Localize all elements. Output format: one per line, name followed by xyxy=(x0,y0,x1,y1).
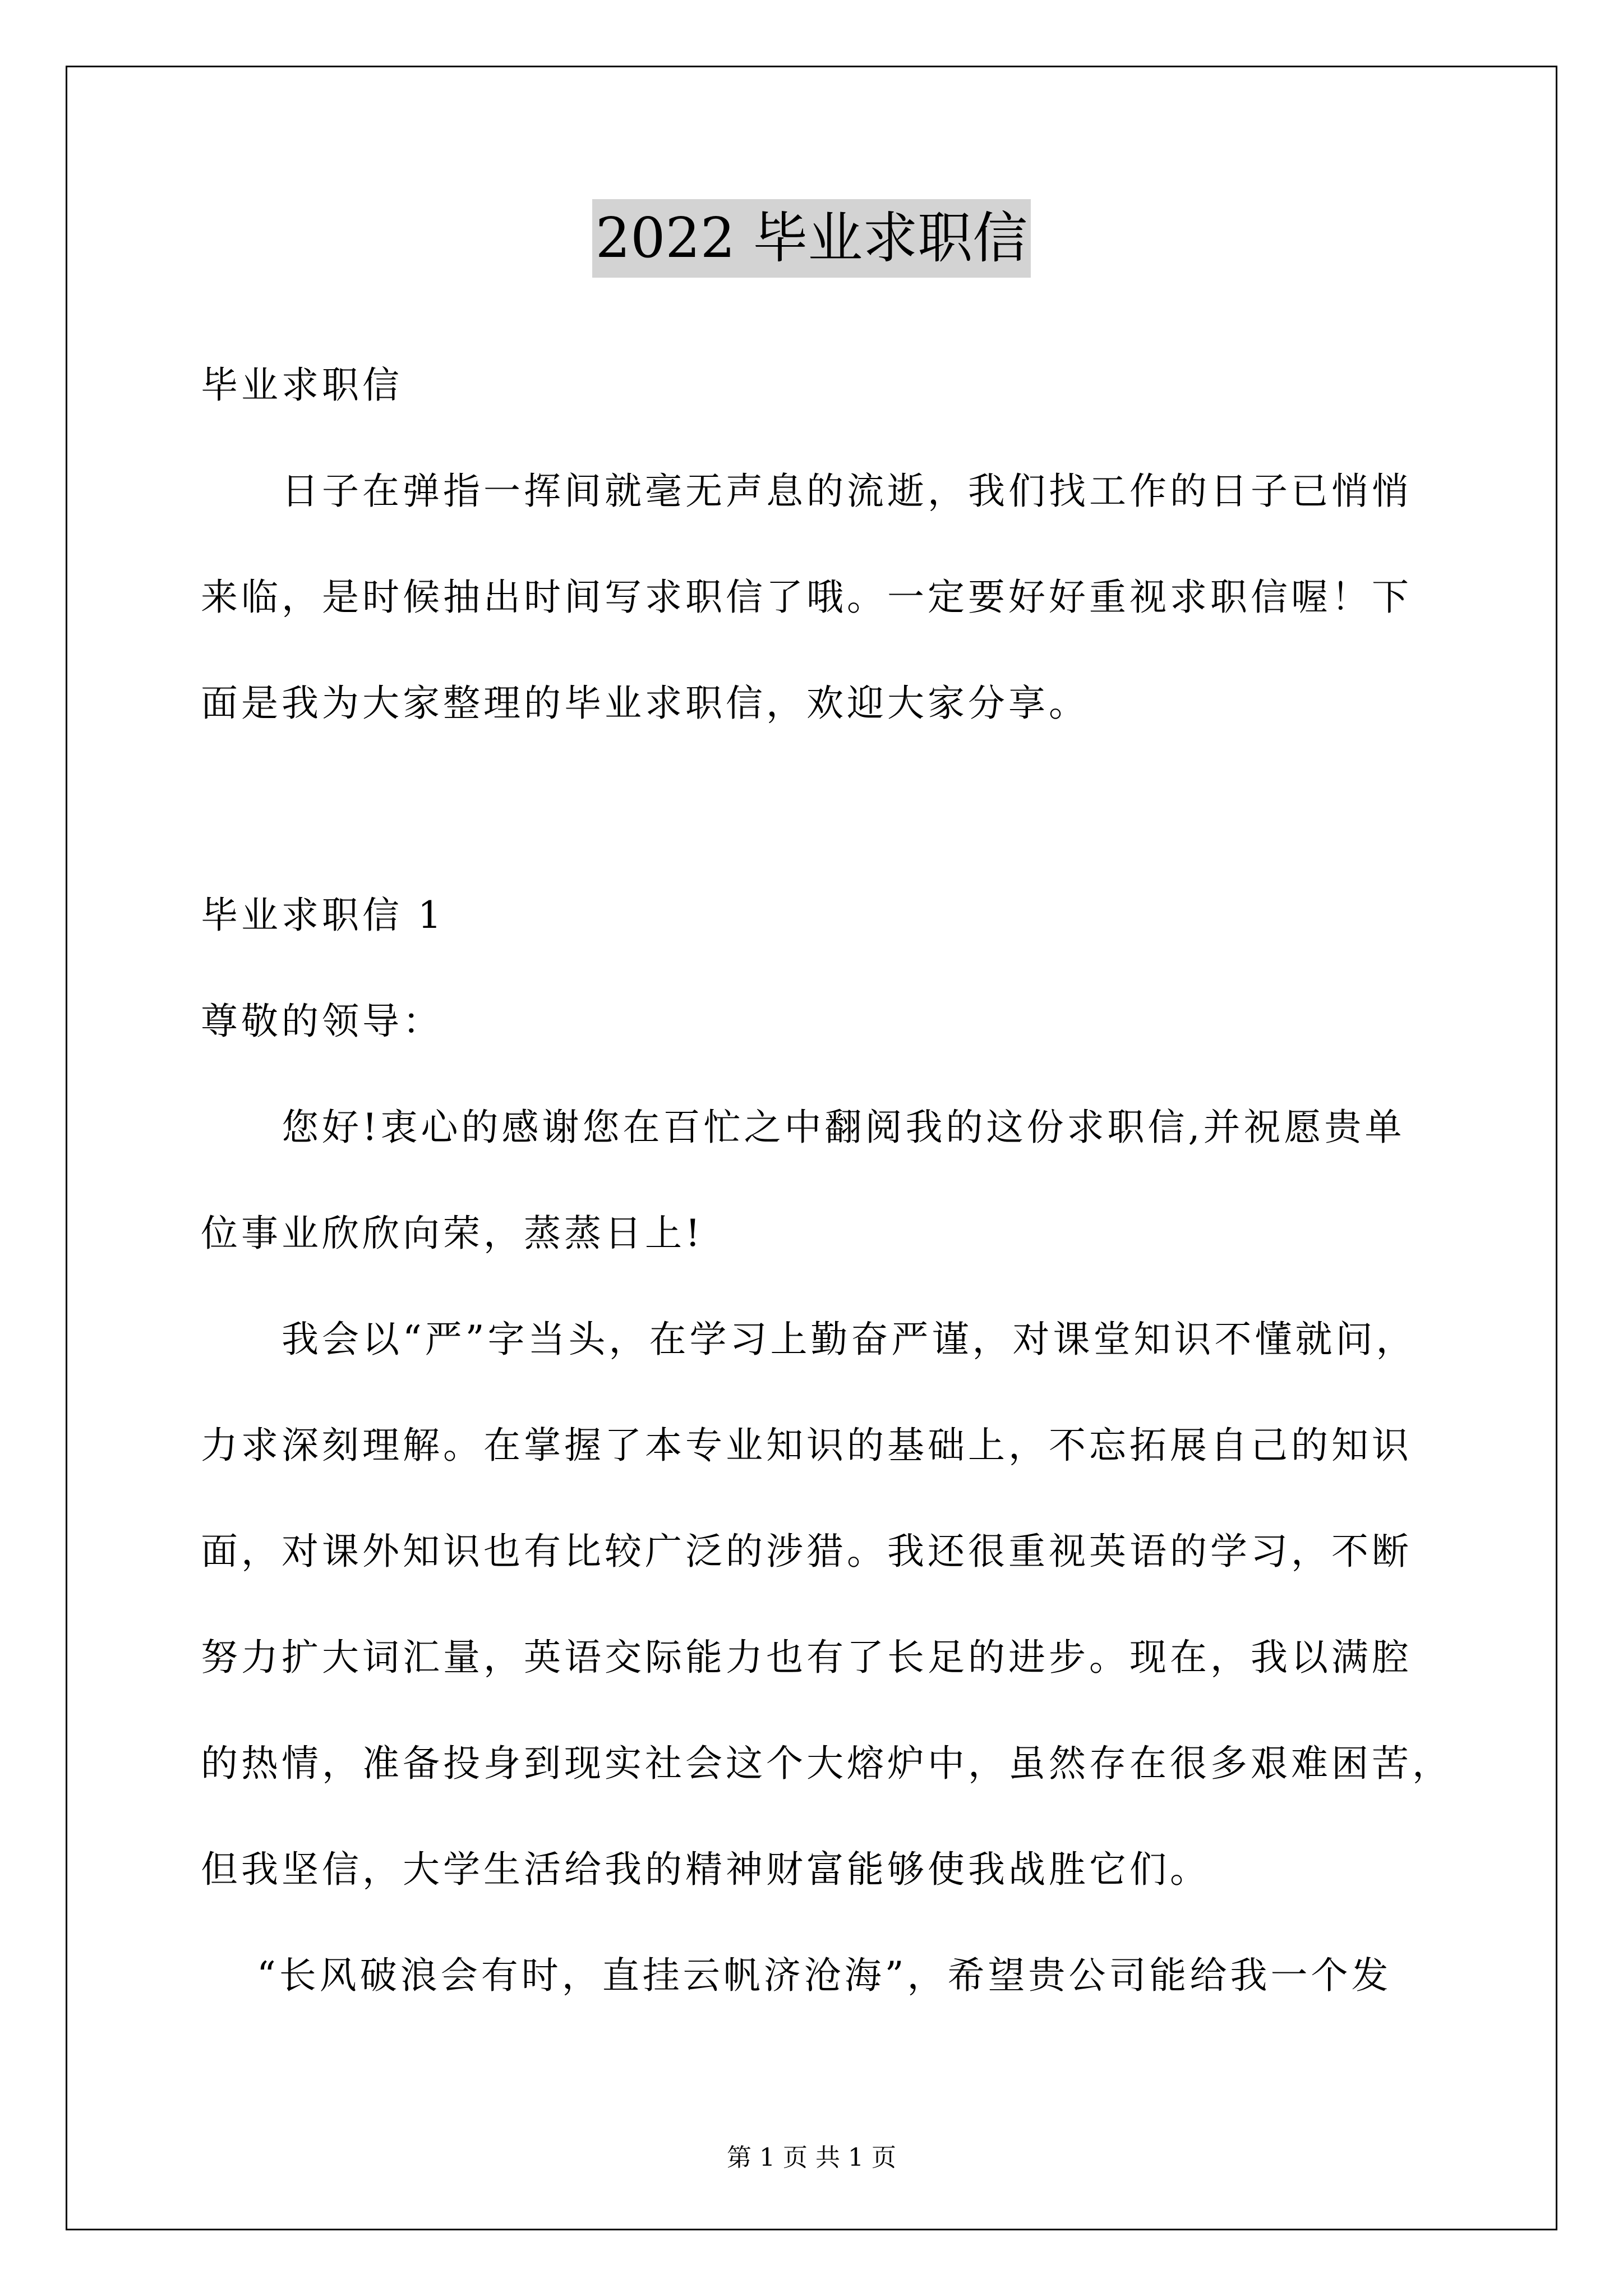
document-body xyxy=(201,332,1453,2028)
paragraph-line: 位事业欣欣向荣，蒸蒸日上! xyxy=(201,1212,704,1255)
page-footer: 第 1 页 共 1 页 xyxy=(727,2143,896,2172)
paragraph-line: 您好!衷心的感谢您在百忙之中翻阅我的这份求职信,并祝愿贵单 xyxy=(282,1106,1405,1149)
section-heading: 毕业求职信 xyxy=(201,364,403,407)
paragraph-line: 面，对课外知识也有比较广泛的涉猎。我还很重视英语的学习，不断 xyxy=(201,1530,1412,1573)
paragraph-line: 面是我为大家整理的毕业求职信，欢迎大家分享。 xyxy=(201,682,1089,725)
paragraph-line: 日子在弹指一挥间就毫无声息的流逝，我们找工作的日子已悄悄 xyxy=(282,470,1412,513)
paragraph-line: 来临，是时候抽出时间写求职信了哦。一定要好好重视求职信喔！下 xyxy=(201,576,1412,619)
paragraph-line: 但我坚信，大学生活给我的精神财富能够使我战胜它们。 xyxy=(201,1848,1210,1891)
title-container xyxy=(0,199,1623,278)
salutation: 尊敬的领导： xyxy=(201,1000,443,1043)
blank-line xyxy=(201,756,1435,862)
paragraph-line: 我会以“严”字当头，在学习上勤奋严谨，对课堂知识不懂就问， xyxy=(282,1318,1417,1361)
letter-heading: 毕业求职信 1 xyxy=(201,894,445,937)
paragraph-line: 的热情，准备投身到现实社会这个大熔炉中，虽然存在很多艰难困苦， xyxy=(201,1742,1453,1785)
paragraph-line: 力求深刻理解。在掌握了本专业知识的基础上，不忘拓展自己的知识 xyxy=(201,1424,1412,1467)
paragraph-line: “长风破浪会有时，直挂云帆济沧海”，希望贵公司能给我一个发 xyxy=(257,1954,1392,1997)
paragraph-line: 努力扩大词汇量，英语交际能力也有了长足的进步。现在，我以满腔 xyxy=(201,1636,1412,1679)
document-title: 2022 毕业求职信 xyxy=(592,199,1031,278)
